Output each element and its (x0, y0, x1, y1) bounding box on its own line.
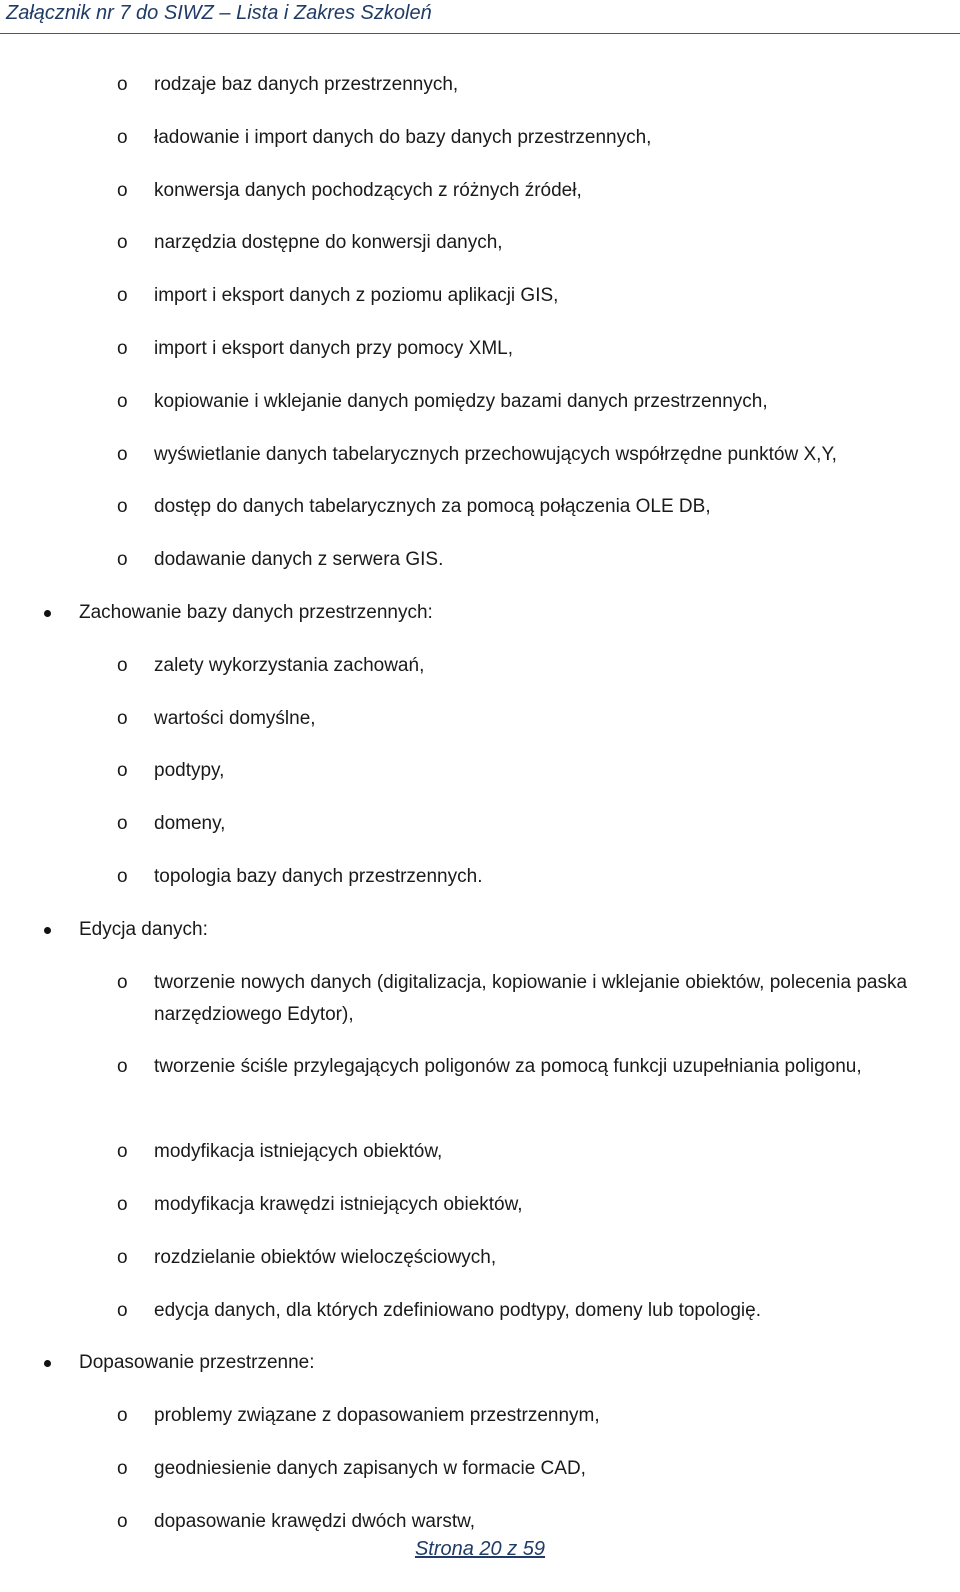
sub-bullet-marker: o (117, 126, 128, 148)
list-item: zalety wykorzystania zachowań, (154, 654, 425, 676)
page-number: Strona 20 z 59 (414, 1538, 546, 1560)
list-item: geodniesienie danych zapisanych w formacie CAD, (154, 1458, 586, 1479)
section-heading: Edycja danych: (79, 918, 208, 940)
sub-bullet-marker: o (117, 866, 128, 887)
list-item: import i eksport danych z poziomu aplikacji GIS, (154, 285, 559, 307)
page-header (0, 0, 960, 34)
list-item: dostęp do danych tabelarycznych za pomocą połączenia OLE DB, (154, 496, 711, 518)
list-item: import i eksport danych przy pomocy XML, (154, 338, 514, 359)
sub-bullet-marker: o (117, 654, 128, 676)
sub-bullet-marker: o (117, 1056, 128, 1078)
list-item: kopiowanie i wklejanie danych pomiędzy bazami danych przestrzennych, (154, 390, 768, 412)
list-item: tworzenie nowych danych (digitalizacja, kopiowanie i wklejanie obiektów, polecenia paska narzędziowego Edytor), (154, 971, 908, 1025)
sub-bullet-marker: o (117, 1141, 128, 1163)
sub-bullet-marker: o (117, 707, 128, 729)
sub-bullet-marker: o (117, 813, 128, 835)
list-item: dopasowanie krawędzi dwóch warstw, (154, 1510, 476, 1532)
sub-bullet-marker: o (117, 549, 128, 571)
sub-bullet-marker: o (117, 971, 128, 993)
list-item: rozdzielanie obiektów wieloczęściowych, (154, 1246, 497, 1268)
list-item: narzędzia dostępne do konwersji danych, (154, 232, 503, 254)
sub-bullet-marker: o (117, 1299, 128, 1321)
sub-bullet-marker: o (117, 1246, 128, 1268)
sub-bullet-marker: o (117, 74, 128, 95)
list-item: konwersja danych pochodzących z różnych źródeł, (154, 179, 582, 201)
list-item: problemy związane z dopasowaniem przestrzennym, (154, 1405, 600, 1427)
sub-bullet-marker: o (117, 443, 128, 465)
bullet-marker (44, 927, 51, 934)
sub-bullet-marker: o (117, 338, 128, 359)
list-item: dodawanie danych z serwera GIS. (154, 549, 444, 571)
section-heading: Zachowanie bazy danych przestrzennych: (79, 602, 433, 623)
sub-bullet-marker: o (117, 496, 128, 518)
list-item: edycja danych, dla których zdefiniowano podtypy, domeny lub topologię. (154, 1299, 761, 1321)
list-item: wartości domyślne, (154, 707, 316, 729)
sub-bullet-marker: o (117, 760, 128, 782)
list-item: topologia bazy danych przestrzennych. (154, 866, 483, 887)
document-title: Załącznik nr 7 do SIWZ – Lista i Zakres Szkoleń (6, 2, 432, 24)
list-item: podtypy, (154, 760, 225, 782)
sub-bullet-marker: o (117, 232, 128, 254)
sub-bullet-marker: o (117, 1405, 128, 1427)
bullet-marker (44, 1360, 51, 1367)
bullet-marker (44, 610, 51, 617)
sub-bullet-marker: o (117, 285, 128, 307)
header-divider (0, 33, 960, 34)
list-item: modyfikacja krawędzi istniejących obiektów, (154, 1194, 523, 1215)
sub-bullet-marker: o (117, 1510, 128, 1532)
list-item: wyświetlanie danych tabelarycznych przechowujących współrzędne punktów X,Y, (154, 443, 837, 465)
sub-bullet-marker: o (117, 1458, 128, 1479)
list-item: tworzenie ściśle przylegających poligonów za pomocą funkcji uzupełniania poligonu, (154, 1056, 862, 1078)
list-item: ładowanie i import danych do bazy danych przestrzennych, (154, 126, 652, 148)
section-heading: Dopasowanie przestrzenne: (79, 1352, 315, 1374)
list-item: rodzaje baz danych przestrzennych, (154, 74, 459, 95)
list-item: domeny, (154, 813, 226, 835)
sub-bullet-marker: o (117, 179, 128, 201)
sub-bullet-marker: o (117, 390, 128, 412)
list-item: modyfikacja istniejących obiektów, (154, 1141, 443, 1163)
sub-bullet-marker: o (117, 1194, 128, 1215)
